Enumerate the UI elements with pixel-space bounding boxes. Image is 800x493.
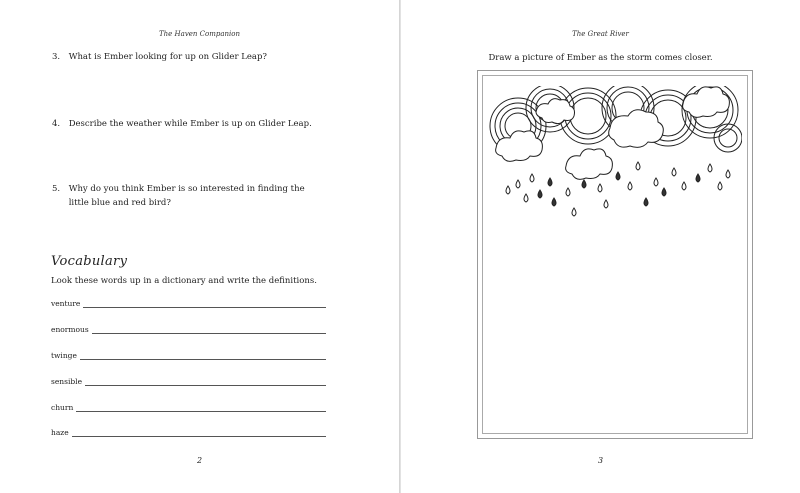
running-head-right: The Great River bbox=[572, 30, 629, 38]
vocab-word: twinge bbox=[51, 351, 77, 360]
question-text: What is Ember looking for up on Glider Leap? bbox=[68, 52, 267, 62]
question-text: Describe the weather while Ember is up on Glider Leap. bbox=[68, 119, 312, 129]
answer-line bbox=[85, 378, 326, 386]
vocab-row bbox=[51, 299, 326, 308]
vocab-word: churn bbox=[51, 403, 74, 412]
answer-line bbox=[72, 429, 326, 437]
vocab-row bbox=[51, 428, 326, 437]
vocab-word: haze bbox=[51, 428, 69, 437]
answer-line bbox=[76, 404, 326, 412]
vocab-row bbox=[51, 325, 326, 334]
vocab-row bbox=[51, 377, 326, 386]
question-text: Why do you think Ember is so interested in finding the little blue and red bird? bbox=[68, 184, 305, 208]
vocab-word: venture bbox=[51, 299, 81, 308]
vocabulary-instruction: Look these words up in a dictionary and write the definitions. bbox=[51, 276, 317, 286]
vocabulary-heading: Vocabulary bbox=[51, 254, 128, 269]
vocab-word: enormous bbox=[51, 325, 89, 334]
question-number: 5. bbox=[52, 184, 61, 194]
vocab-word: sensible bbox=[51, 377, 83, 386]
answer-line bbox=[83, 300, 326, 308]
question-number: 4. bbox=[52, 119, 61, 129]
page-number-right: 3 bbox=[597, 456, 604, 465]
page-number-left: 2 bbox=[196, 456, 203, 465]
answer-line bbox=[92, 326, 326, 334]
running-head-left: The Haven Companion bbox=[159, 30, 240, 38]
vocab-row bbox=[51, 351, 326, 360]
raindrops bbox=[506, 162, 730, 216]
storm-clouds-rain-icon bbox=[488, 86, 742, 226]
question-4 bbox=[52, 117, 327, 131]
left-page bbox=[0, 0, 399, 493]
question-number: 3. bbox=[52, 52, 61, 62]
drawing-instruction: Draw a picture of Ember as the storm comes closer. bbox=[488, 53, 713, 63]
question-5 bbox=[52, 182, 327, 210]
question-3 bbox=[52, 50, 327, 64]
vocab-row bbox=[51, 403, 326, 412]
answer-line bbox=[80, 352, 326, 360]
